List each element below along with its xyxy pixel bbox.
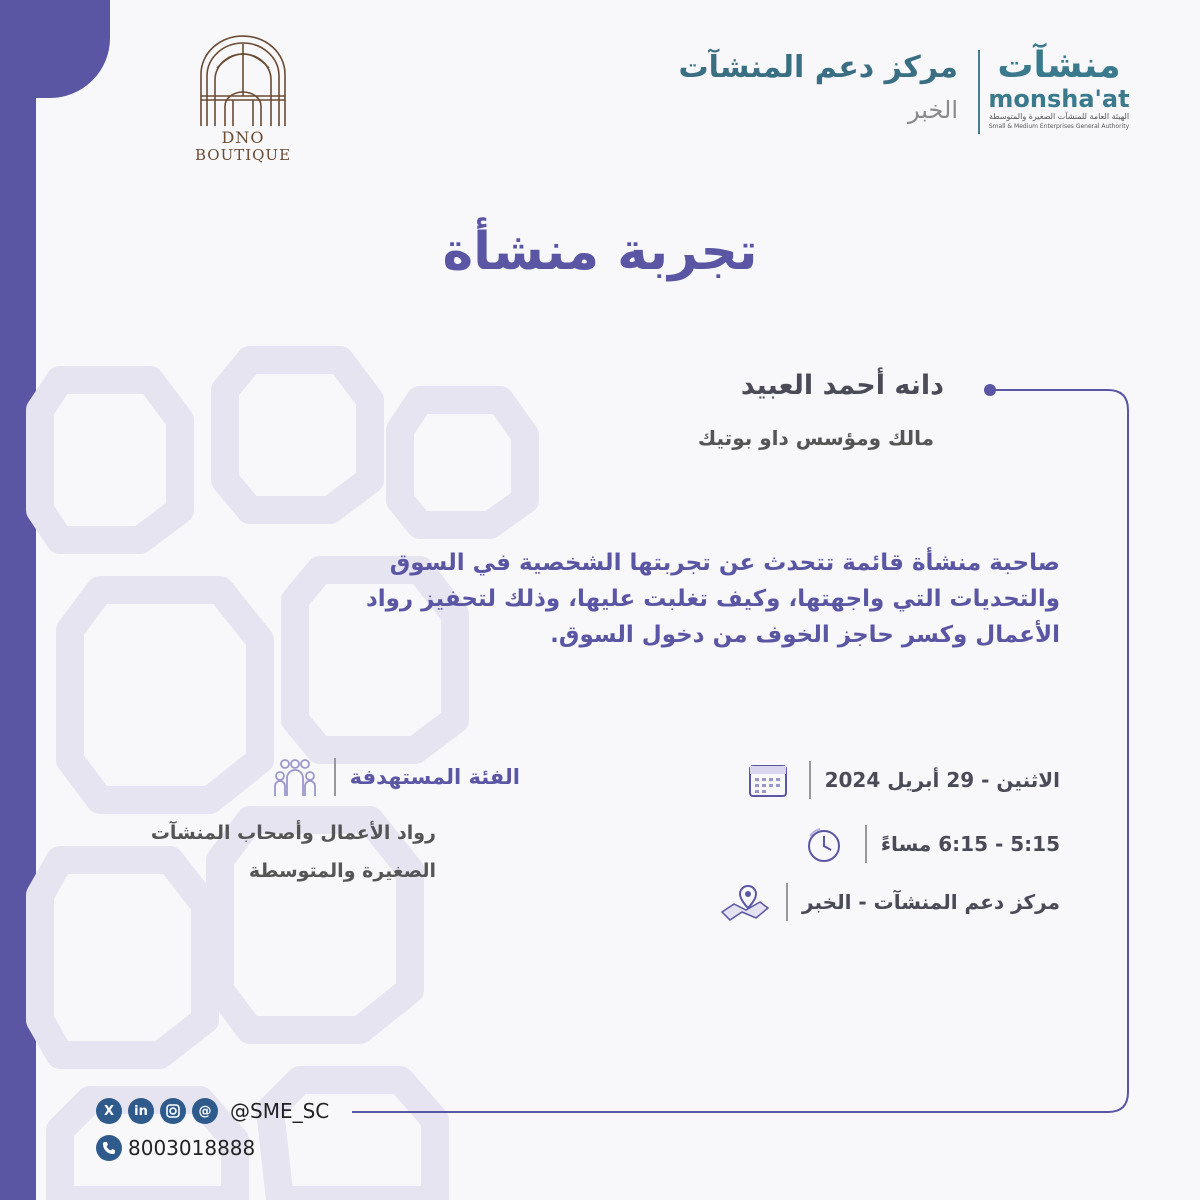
event-date: الاثنين - 29 أبريل 2024 [824,768,1060,792]
event-description: صاحبة منشأة قائمة تتحدث عن تجربتها الشخصية في السوق والتحديات التي واجهتها، وكيف تغلبت عليها، وذلك لتحفيز رواد الأعمال وكسر حاجز الخوف من دخول السوق. [365,550,1060,648]
clock-icon [797,822,851,866]
dno-boutique-logo [178,34,308,174]
arch-icon [195,34,291,128]
corner-decoration [0,0,110,98]
audience-heading: الفئة المستهدفة [349,765,520,789]
phone-contact [96,1135,255,1161]
time-row [797,822,1060,866]
logo-text-boutique: BOUTIQUE [194,146,292,164]
monshaat-logo-ar: منشآت [997,45,1121,86]
center-title [679,48,959,130]
header-divider [978,50,980,134]
divider [786,883,788,921]
monshaat-subtitle-ar: الهيئة العامة للمنشآت الصغيرة والمتوسطة [988,112,1130,121]
x-icon[interactable]: X [96,1098,122,1124]
divider [809,761,811,799]
map-pin-icon [718,880,772,924]
calendar-icon [741,758,795,802]
monshaat-logo-en: monsha'at [988,85,1130,113]
speaker-role: مالك ومؤسس داو بوتيك [697,426,934,450]
phone-icon [96,1135,122,1161]
linkedin-icon[interactable]: in [128,1098,154,1124]
divider [334,758,336,796]
audience-description: رواد الأعمال وأصحاب المنشآت الصغيرة والمتوسطة [150,822,436,882]
date-row [741,758,1060,802]
group-icon [270,755,320,799]
event-time: 5:15 - 6:15 مساءً [880,832,1060,856]
social-links [96,1098,329,1124]
monshaat-logo [984,46,1134,131]
divider [865,825,867,863]
event-location: مركز دعم المنشآت - الخبر [802,890,1060,914]
phone-number[interactable]: 8003018888 [128,1136,256,1160]
audience-heading-row [270,755,520,799]
instagram-icon[interactable] [160,1098,186,1124]
logo-text-dno: DNO [221,128,265,147]
speaker-name: دانه أحمد العبيد [740,370,944,401]
page-title: تجربة منشأة [442,222,758,282]
center-name: مركز دعم المنشآت [678,50,958,85]
monshaat-subtitle-en: Small & Medium Enterprises General Authority [988,123,1130,130]
social-handle[interactable]: @SME_SC [230,1099,330,1123]
center-city: الخبر [908,96,958,124]
location-row [718,880,1060,924]
threads-icon[interactable]: @ [192,1098,218,1124]
